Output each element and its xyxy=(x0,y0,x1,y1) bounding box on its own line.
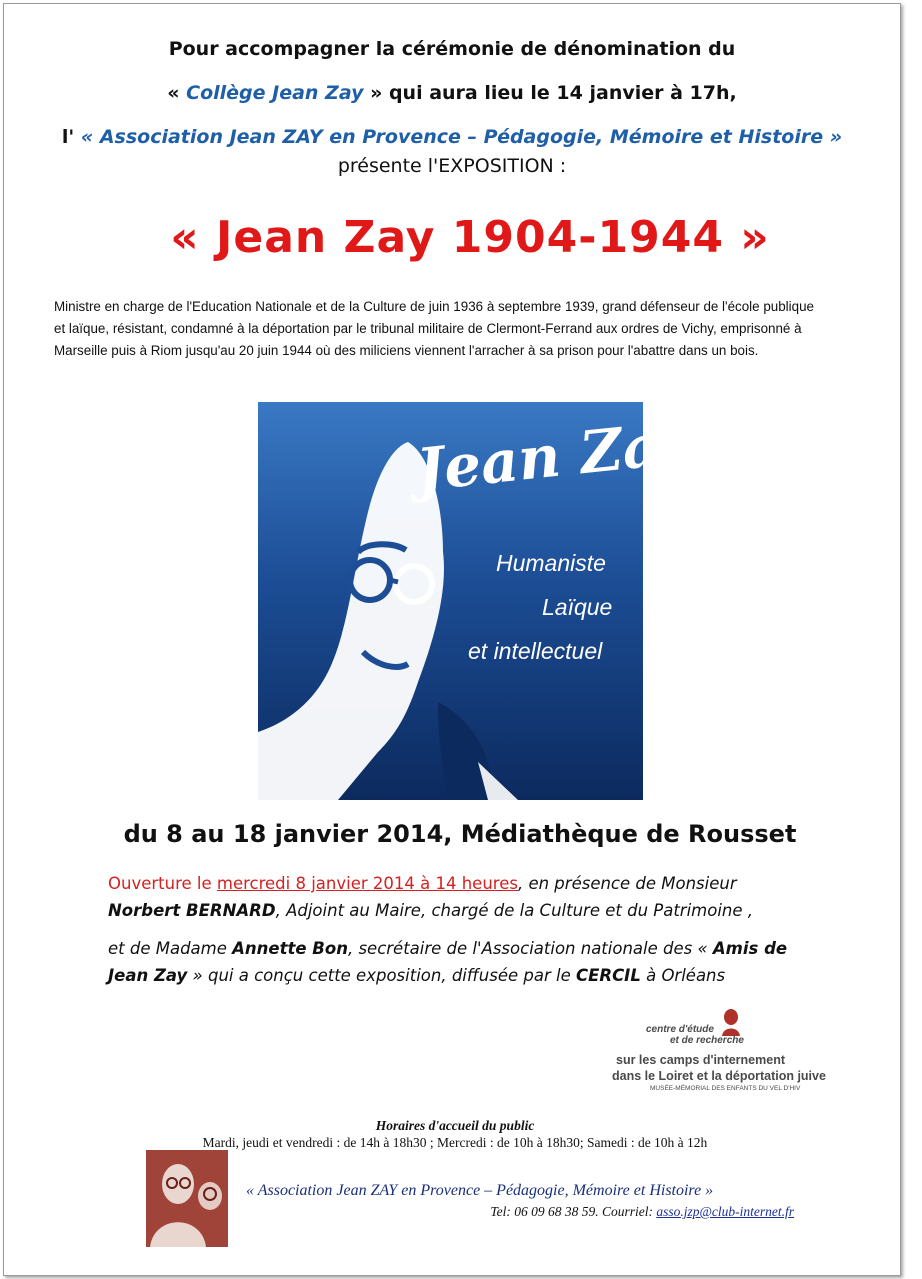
intro-apostrophe: l' xyxy=(61,126,81,148)
intro-quote-open: « xyxy=(167,82,187,104)
intro-line-2-rest: » qui aura lieu le 14 janvier à 17h, xyxy=(363,82,737,104)
cercil-line-3: sur les camps d'internement xyxy=(616,1053,786,1067)
cercil-name: CERCIL xyxy=(575,966,641,985)
amis-label-2: Jean Zay xyxy=(108,966,188,985)
origin-city: à Orléans xyxy=(640,966,726,985)
guest-name-1: Norbert BERNARD xyxy=(108,901,276,920)
hours-title: Horaires d'accueil du public xyxy=(375,1118,535,1133)
intro-line-4: présente l'EXPOSITION : xyxy=(337,155,567,177)
guest-role-1: , Adjoint au Maire, chargé de la Culture et du Patrimoine , xyxy=(275,901,754,920)
footer-phone: Tel: 06 09 68 38 59. Courriel: xyxy=(490,1204,657,1219)
amis-label: Amis de xyxy=(712,939,788,958)
cercil-line-2: et de recherche xyxy=(670,1035,744,1046)
opening-date: mercredi 8 janvier 2014 à 14 heures xyxy=(216,874,518,893)
college-name: Collège Jean Zay xyxy=(186,82,364,104)
footer-email-link[interactable]: asso.jzp@club-internet.fr xyxy=(656,1204,794,1219)
guest-role-2: , secrétaire de l'Association nationale des « xyxy=(347,939,713,958)
exhibition-dates: du 8 au 18 janvier 2014, Médiathèque de Rousset xyxy=(123,820,797,848)
opening-label: Ouverture le xyxy=(108,874,217,893)
cercil-line-1: centre d'étude xyxy=(646,1024,714,1035)
cercil-line-4: dans le Loiret et la déportation juive xyxy=(612,1069,826,1083)
poster-laique: Laïque xyxy=(542,594,613,620)
footer-contact xyxy=(490,1204,794,1220)
poster-intellectuel: et intellectuel xyxy=(468,638,603,664)
poster-humaniste: Humaniste xyxy=(496,550,606,576)
opening-paragraph-2 xyxy=(108,935,828,989)
description-line-3: Marseille puis à Riom jusqu'au 20 juin 1944 où des miliciens viennent l'arracher à sa prison pour l'abattre dans un bois. xyxy=(54,343,759,358)
opening-paragraph-1 xyxy=(108,870,828,924)
exhibition-title: « Jean Zay 1904-1944 » xyxy=(170,212,770,263)
guest-intro-2: et de Madame xyxy=(108,939,233,958)
exhibition-poster xyxy=(258,402,697,800)
cercil-portrait-icon xyxy=(720,1008,742,1036)
intro-line-1: Pour accompagner la cérémonie de dénomination du xyxy=(168,38,736,60)
description xyxy=(54,296,854,362)
association-portrait-icon xyxy=(146,1150,228,1247)
guest-name-2: Annette Bon xyxy=(232,939,348,958)
intro-line-3 xyxy=(0,126,904,148)
cercil-logo xyxy=(610,1006,826,1098)
exhibition-origin: » qui a conçu cette exposition, diffusée par le xyxy=(187,966,576,985)
poster-signature: Jean Zay xyxy=(413,407,697,505)
description-line-2: et laïque, résistant, condamné à la déportation par le tribunal militaire de Clermont-Ferrand aux ordres de Vichy, emprisonné à xyxy=(54,321,802,336)
hours-line: Mardi, jeudi et vendredi : de 14h à 18h30 ; Mercredi : de 10h à 18h30; Samedi : de 10h à 12h xyxy=(202,1135,708,1150)
opening-rest: , en présence de Monsieur xyxy=(517,874,737,893)
footer-association: « Association Jean ZAY en Provence – Pédagogie, Mémoire et Histoire » xyxy=(246,1182,714,1199)
cercil-line-5: MUSÉE-MÉMORIAL DES ENFANTS DU VEL D'HIV xyxy=(650,1085,801,1092)
association-name: « Association Jean ZAY en Provence – Pédagogie, Mémoire et Histoire » xyxy=(80,126,843,148)
association-logo xyxy=(146,1150,228,1247)
description-line-1: Ministre en charge de l'Education Nationale et de la Culture de juin 1936 à septembre 1939, grand défenseur de l'école publique xyxy=(54,299,814,314)
intro-line-2 xyxy=(0,82,904,104)
